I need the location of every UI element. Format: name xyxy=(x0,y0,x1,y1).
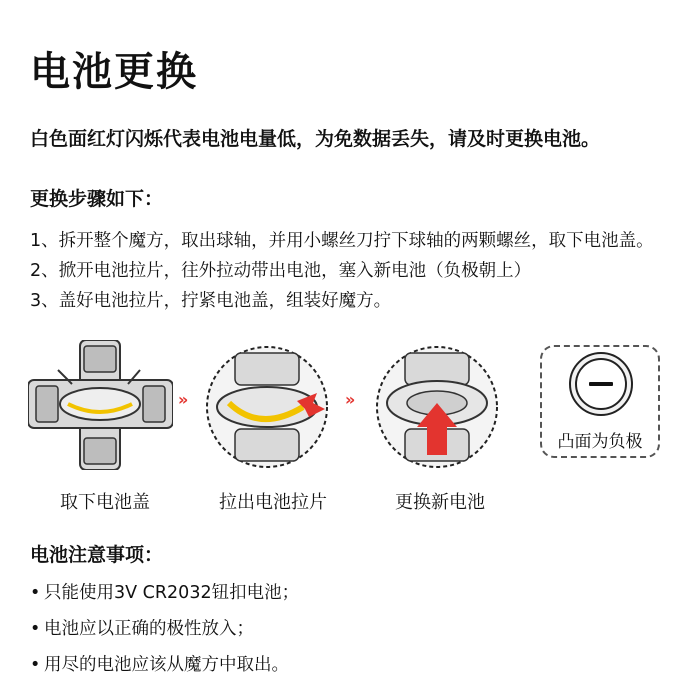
steps-heading: 更换步骤如下： xyxy=(30,188,164,210)
note-item xyxy=(30,611,299,647)
battery-icon xyxy=(568,351,634,417)
note-item xyxy=(30,647,299,683)
note-text: 用尽的电池应该从魔方中取出。 xyxy=(44,655,289,675)
notes-list xyxy=(30,575,299,683)
figure-caption: 取下电池盖 xyxy=(60,492,150,513)
figure-caption: 拉出电池拉片 xyxy=(219,492,327,513)
page-title: 电池更换 xyxy=(30,49,198,95)
bullet-icon: • xyxy=(30,655,41,675)
bullet-icon: • xyxy=(30,583,41,603)
step-item: 2、掀开电池拉片，往外拉动带出电池，塞入新电池（负极朝上） xyxy=(30,261,532,281)
note-item xyxy=(30,575,299,611)
battery-diagram xyxy=(540,345,660,458)
note-text: 只能使用3V CR2032钮扣电池； xyxy=(44,583,300,603)
battery-label: 凸面为负极 xyxy=(557,432,643,452)
figure-caption: 更换新电池 xyxy=(395,492,485,513)
arrow-icon: » xyxy=(178,390,189,409)
note-text: 电池应以正确的极性放入； xyxy=(44,619,254,639)
figure-pull-tab xyxy=(205,345,330,470)
arrow-icon: » xyxy=(345,390,356,409)
bullet-icon: • xyxy=(30,619,41,639)
figure-remove-cover xyxy=(28,340,173,470)
notes-heading: 电池注意事项： xyxy=(30,544,164,566)
step-item: 3、盖好电池拉片，拧紧电池盖，组装好魔方。 xyxy=(30,291,392,311)
steps-list xyxy=(30,226,654,316)
figure-new-battery xyxy=(375,345,500,470)
step-item: 1、拆开整个魔方，取出球轴，并用小螺丝刀拧下球轴的两颗螺丝，取下电池盖。 xyxy=(30,231,654,251)
intro-text: 白色面红灯闪烁代表电池电量低，为免数据丢失，请及时更换电池。 xyxy=(30,128,601,150)
